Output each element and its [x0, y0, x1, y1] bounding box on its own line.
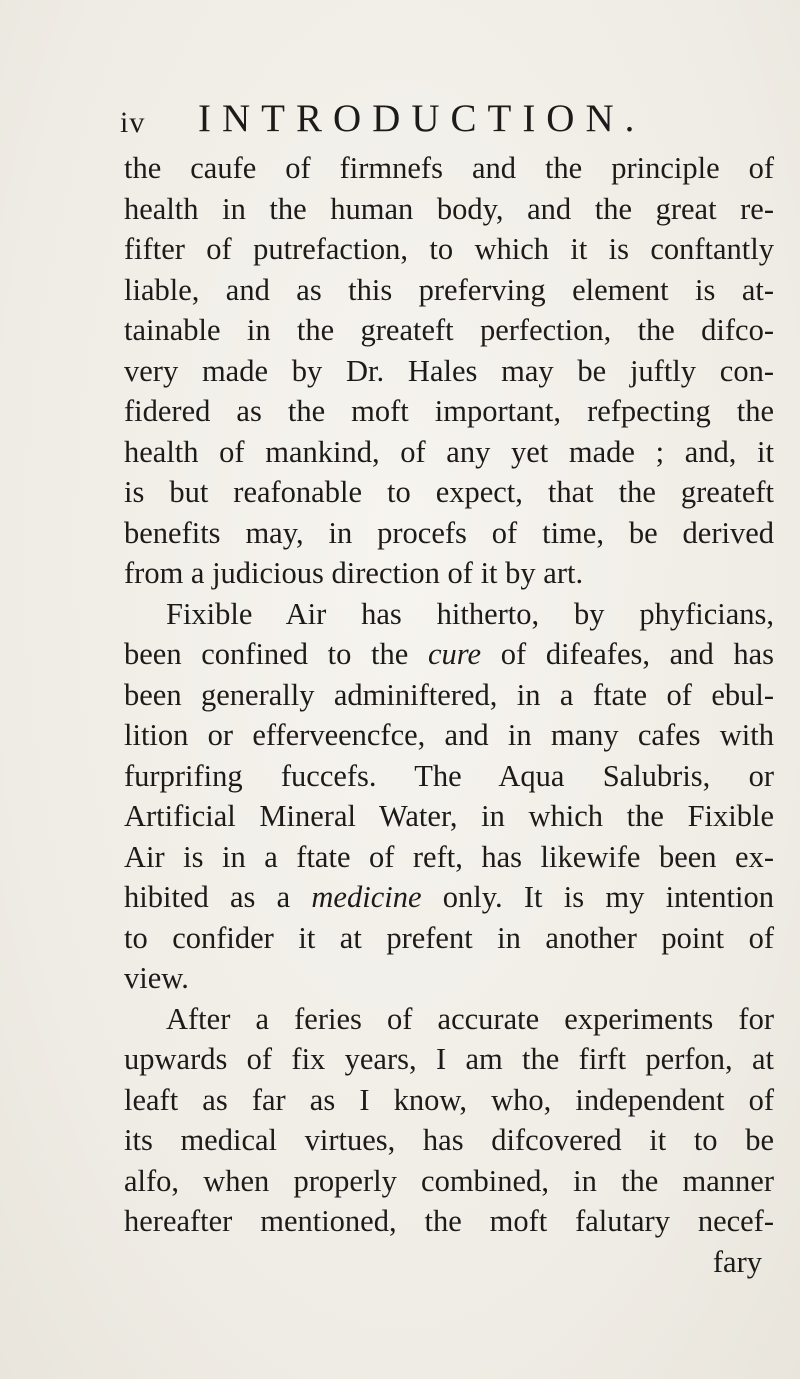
text-line: Air is in a ftate of reft, has likewife been ex- [124, 839, 774, 874]
text-line: very made by Dr. Hales may be juftly con- [124, 353, 774, 388]
text-line: from a judicious direction of it by art. [124, 556, 584, 590]
text-line: health of mankind, of any yet made ; and, it [124, 434, 774, 469]
text-line: liable, and as this preferving element is at- [124, 272, 774, 307]
text-line [124, 877, 774, 918]
text-line: been generally adminiftered, in a ftate of ebul- [124, 677, 774, 712]
text-line: fifter of putrefaction, to which it is conftantly [124, 232, 774, 266]
text-run: hibited as a [124, 880, 291, 914]
body-text [124, 148, 774, 1282]
text-line: After a feries of accurate experiments for [166, 1001, 774, 1036]
text-line: alfo, when properly combined, in the manner [124, 1163, 774, 1198]
text-run: only. It is my intention [442, 880, 774, 914]
text-line: tainable in the greateft perfection, the difco- [124, 313, 774, 347]
page-header [120, 96, 760, 142]
text-line: fidered as the moft important, refpecting the [124, 394, 774, 428]
text-line: benefits may, in procefs of time, be derived [124, 515, 774, 550]
text-line: health in the human body, and the great re- [124, 191, 774, 226]
text-line: furprifing fuccefs. The Aqua Salubris, or [124, 758, 774, 793]
text-line: to confider it at prefent in another point of [124, 920, 774, 955]
text-line: its medical virtues, has difcovered it to be [124, 1123, 774, 1157]
running-head: INTRODUCTION. [198, 97, 646, 140]
text-run: of difeafes, and has [500, 637, 775, 671]
text-line: is but reafonable to expect, that the greateft [124, 475, 774, 509]
text-line: hereafter mentioned, the moft falutary necef- [124, 1204, 774, 1238]
text-line [124, 634, 774, 675]
italic-text: cure [428, 637, 482, 671]
text-line: upwards of fix years, I am the firft perfon, at [124, 1042, 774, 1076]
page-number: iv [120, 106, 146, 139]
text-line: Artificial Mineral Water, in which the Fixible [124, 799, 774, 833]
text-line: Fixible Air has hitherto, by phyficians, [166, 596, 774, 631]
text-line: leaft as far as I know, who, independent of [124, 1082, 774, 1117]
text-line: lition or efferveencfce, and in many cafes with [124, 718, 774, 752]
text-line: view. [124, 961, 189, 995]
text-line: the caufe of firmnefs and the principle of [124, 151, 774, 185]
text-run: been confined to the [124, 637, 409, 671]
catchword: fary [712, 1244, 762, 1279]
italic-text: medicine [311, 880, 422, 914]
